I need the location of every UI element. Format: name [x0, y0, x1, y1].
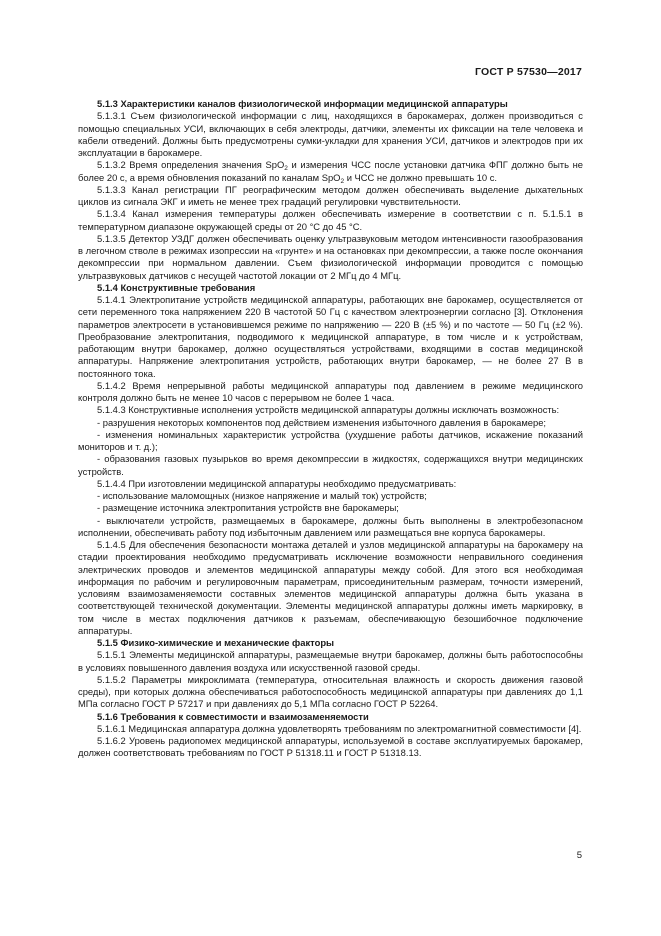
- paragraph-5-1-4-3: 5.1.4.3 Конструктивные исполнения устройств медицинской аппаратуры должны исключать возможность:: [97, 404, 560, 416]
- text-segment: и измерения ЧСС после установки датчика ФПГ должно быть не более 20 с, а время обновления показаний по каналам SpO: [78, 159, 584, 183]
- text-segment: 5.1.3.2 Время определения значения SpO: [97, 159, 285, 171]
- paragraph-5-1-3-4: 5.1.3.4 Канал измерения температуры должен обеспечивать измерение в соответствии с п. 5.1.5.1 в температурном диапазоне окружающей среды от 20 °С до 45 °С.: [78, 208, 583, 232]
- paragraph-5-1-3-2: [78, 159, 583, 184]
- section-heading-5-1-3: 5.1.3 Характеристики каналов физиологической информации медицинской аппаратуры: [97, 98, 508, 109]
- list-item: - использование маломощных (низкое напряжение и малый ток) устройств;: [97, 490, 427, 501]
- paragraph-5-1-5-2: 5.1.5.2 Параметры микроклимата (температура, относительная влажность и скорость движения газовой среды), при которых должна обеспечиваться работоспособность медицинской аппаратуры при давлениях до 1,1 МПа согласно ГОСТ Р 57217 и при давлениях до 5,1 МПа согласно ГОСТ Р 52264.: [78, 673, 583, 710]
- section-heading-5-1-4: 5.1.4 Конструктивные требования: [97, 281, 256, 293]
- page-number: 5: [576, 850, 582, 861]
- document-body: [78, 98, 583, 760]
- subscript: 2: [284, 165, 288, 173]
- paragraph-5-1-6-1: 5.1.6.1 Медицинская аппаратура должна удовлетворять требованиям по электромагнитной совместимости [4].: [97, 722, 582, 734]
- paragraph-5-1-3-3: 5.1.3.3 Канал регистрации ПГ реографическим методом должен обеспечивать выделение дыхательных циклов из сигнала ЭКГ и иметь не менее трех градаций регулировки чувствительности.: [78, 183, 583, 207]
- text-segment: и ЧСС не должно превышать 10 с.: [344, 171, 498, 183]
- document-code-header: ГОСТ Р 57530—2017: [474, 66, 582, 78]
- paragraph-5-1-5-1: 5.1.5.1 Элементы медицинской аппаратуры, размещаемые внутри барокамер, должны быть работоспособны в условиях повышенного давления воздуха или искусственной газовой среды.: [78, 649, 583, 673]
- list-item: - разрушения некоторых компонентов под действием изменения избыточного давления в барокамере;: [97, 416, 547, 428]
- paragraph-5-1-4-1: 5.1.4.1 Электропитание устройств медицинской аппаратуры, работающих вне барокамер, осуществляется от сети переменного тока напряжением 220 В частотой 50 Гц с качеством электроэнергии согласно [3]. Отклонения параметров электросети в установившемся режиме по напряжению — 220 В (±5 %) и по частоте — 50 Гц (±2 %). Преобразование электропитания, подводимого к медицинской аппаратуре, в том числе и к устройствам, работающим внутри барокамер, должно осуществляться устройствами, входящими в состав медицинской аппаратуры. Напряжение электропитания устройств, работающих внутри барокамер, — не более 27 В в постоянного тока.: [78, 294, 583, 379]
- paragraph-5-1-4-5: 5.1.4.5 Для обеспечения безопасности монтажа деталей и узлов медицинской аппаратуры на барокамеру на стадии проектирования необходимо предусматривать исключение возможности неправильного соединения электрических проводов и элементов медицинской аппаратуры между собой. Для этого вся необходимая информация по рабочим и регулировочным параметрам, присоединительным размерам, точности измерений, условиям взаимозаменяемости составных элементов медицинской аппаратуры должна быть указана в соответствующей технической документации. Элементы медицинской аппаратуры должны иметь маркировку, в том числе в местах подключения датчиков к разъемам, обеспечивающую безошибочное подключение аппаратуры.: [78, 539, 583, 636]
- list-item: - выключатели устройств, размещаемых в барокамере, должны быть выполнены в электробезопасном исполнении, обеспечивать работу под избыточным давлением или размещаться вне корпуса барокамеры.: [78, 514, 583, 538]
- paragraph-5-1-3-5: 5.1.3.5 Детектор УЗДГ должен обеспечивать оценку ультразвуковым методом интенсивности газообразования в легочном стволе в режимах изопрессии на «грунте» и на остановках при декомпрессии, а также после окончания декомпрессии при нормальном давлении. Съем физиологической информации проводится с помощью ультразвуковых датчиков с несущей частотой локации от 2 МГц до 4 МГц.: [78, 232, 583, 281]
- paragraph-5-1-3-1: 5.1.3.1 Съем физиологической информации с лиц, находящихся в барокамерах, должен производиться с помощью специальных УСИ, включающих в себя электроды, датчики, элементы их фиксации на теле человека и кабели отведений. Должны быть предусмотрены сумки-укладки для хранения УСИ, датчиков и электродов при их эксплуатации в барокамере.: [78, 110, 583, 158]
- list-item: - изменения номинальных характеристик устройства (ухудшение работы датчиков, искажение показаний мониторов и т. д.);: [78, 428, 583, 452]
- subscript: 2: [340, 177, 345, 185]
- section-heading-5-1-5: 5.1.5 Физико-химические и механические факторы: [97, 637, 335, 648]
- paragraph-5-1-4-4: 5.1.4.4 При изготовлении медицинской аппаратуры необходимо предусматривать:: [97, 477, 457, 489]
- list-item: - размещение источника электропитания устройств вне барокамеры;: [97, 502, 399, 514]
- paragraph-5-1-4-2: 5.1.4.2 Время непрерывной работы медицинской аппаратуры под давлением в режиме медицинского контроля должно быть не менее 10 часов с перерывом не более 1 часа.: [78, 379, 583, 403]
- list-item: - образования газовых пузырьков во время декомпрессии в жидкостях, содержащихся внутри медицинских устройств.: [78, 453, 583, 477]
- paragraph-5-1-6-2: 5.1.6.2 Уровень радиопомех медицинской аппаратуры, используемой в составе эксплуатируемых барокамер, должен соответствовать требованиям по ГОСТ Р 51318.11 и ГОСТ Р 51318.13.: [78, 735, 583, 759]
- section-heading-5-1-6: 5.1.6 Требования к совместимости и взаимозаменяемости: [97, 710, 369, 722]
